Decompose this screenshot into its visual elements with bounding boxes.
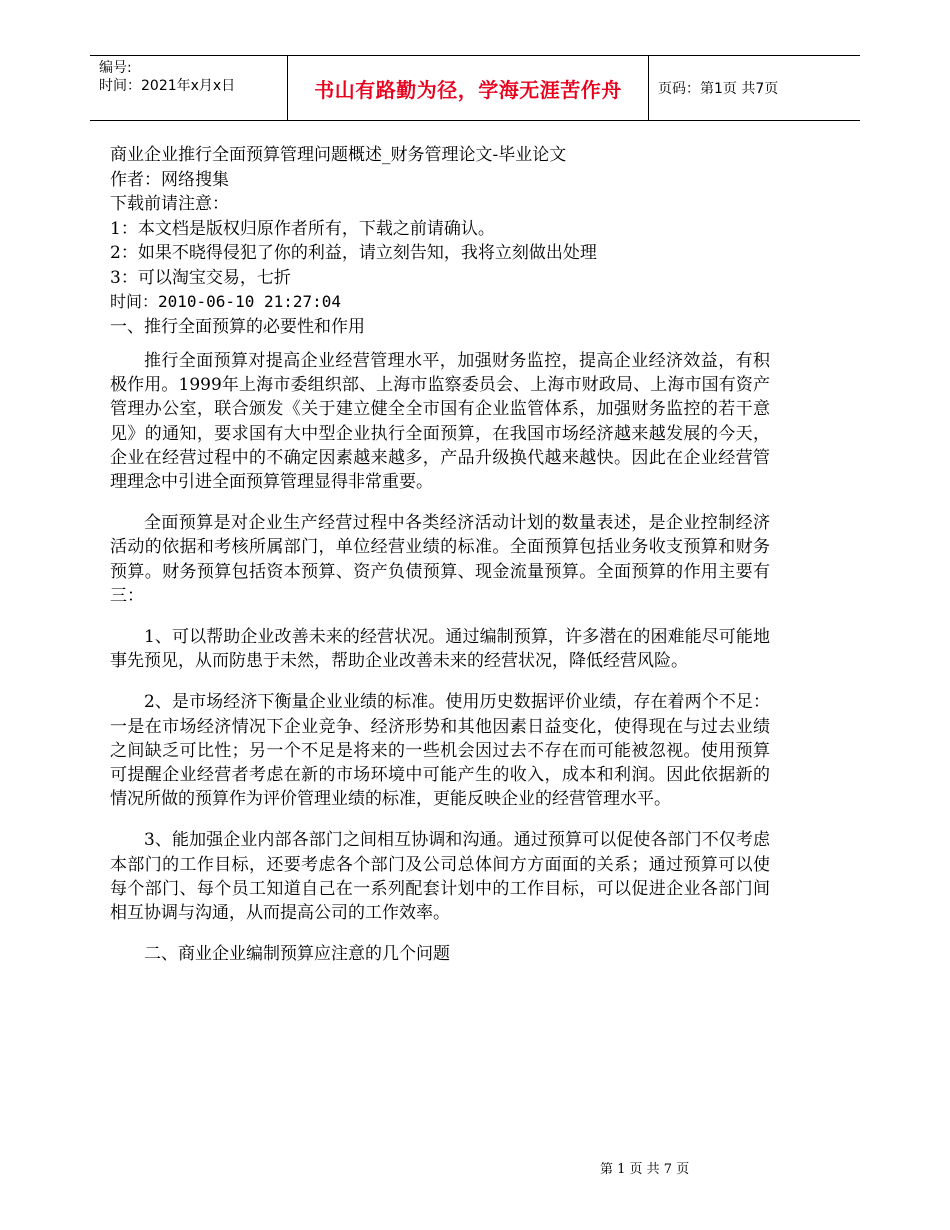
paragraph: 3、能加强企业内部各部门之间相互协调和沟通。通过预算可以促使各部门不仅考虑本部门的工作目标，还要考虑各个部门及公司总体间方方面面的关系；通过预算可以使每个部门、每个员工知道自己在一系列配套计划中的工作目标，可以促进企业各部门间相互协调与沟通，从而提高公司的工作效率。 (110, 830, 770, 924)
header-page-info: 页码：第1页 共7页 (658, 81, 779, 97)
article-title: 商业企业推行全面预算管理问题概述_财务管理论文-毕业论文 (110, 145, 567, 165)
notice-heading: 下载前请注意： (110, 194, 229, 214)
notice-item: 3：可以淘宝交易，七折 (110, 267, 291, 288)
paragraph: 2、是市场经济下衡量企业业绩的标准。使用历史数据评价业绩，存在着两个不足：一是在市场经济情况下企业竞争、经济形势和其他因素日益变化，使得现在与过去业绩之间缺乏可比性；另一个不足是将来的一些机会因过去不存在而可能被忽视。使用预算可提醒企业经营者考虑在新的市场环境中可能产生的收入，成本和利润。因此依据新的情况所做的预算作为评价管理业绩的标准，更能反映企业的经营管理水平。 (110, 692, 770, 810)
notice-item: 2：如果不晓得侵犯了你的利益，请立刻告知，我将立刻做出处理 (110, 243, 597, 263)
paragraph: 1、可以帮助企业改善未来的经营状况。通过编制预算，许多潜在的困难能尽可能地事先预见，从而防患于未然，帮助企业改善未来的经营状况，降低经营风险。 (110, 627, 770, 672)
header-left-cell (90, 56, 287, 120)
paragraph: 全面预算是对企业生产经营过程中各类经济活动计划的数量表述，是企业控制经济活动的依据和考核所属部门，单位经营业绩的标准。全面预算包括业务收支预算和财务预算。财务预算包括资本预算、资产负债预算、现金流量预算。全面预算的作用主要有三： (110, 513, 770, 606)
article-author: 作者：网络搜集 (110, 169, 229, 190)
header-motto: 书山有路勤为径，学海无涯苦作舟 (287, 56, 649, 120)
document-number-label: 编号: (99, 60, 132, 76)
document-time-label: 时间：2021年x月x日 (99, 78, 236, 94)
header-table (90, 55, 860, 121)
paragraph: 推行全面预算对提高企业经营管理水平，加强财务监控，提高企业经济效益，有积极作用。1999年上海市委组织部、上海市监察委员会、上海市财政局、上海市国有资产管理办公室，联合颁发《关于建立健全全市国有企业监管体系，加强财务监控的若干意见》的通知，要求国有大中型企业执行全面预算，在我国市场经济越来越发展的今天，企业在经营过程中的不确定因素越来越多，产品升级换代越来越快。因此在企业经营管理理念中引进全面预算管理显得非常重要。 (110, 351, 770, 493)
document-body (110, 143, 770, 966)
footer-page-number: 第 1 页 共 7 页 (600, 1162, 690, 1177)
article-time: 时间：2010-06-10 21:27:04 (110, 292, 342, 311)
section-heading-2: 二、商业企业编制预算应注意的几个问题 (144, 944, 450, 965)
section-heading-1: 一、推行全面预算的必要性和作用 (110, 316, 365, 337)
notice-item: 1：本文档是版权归原作者所有，下载之前请确认。 (110, 218, 495, 239)
